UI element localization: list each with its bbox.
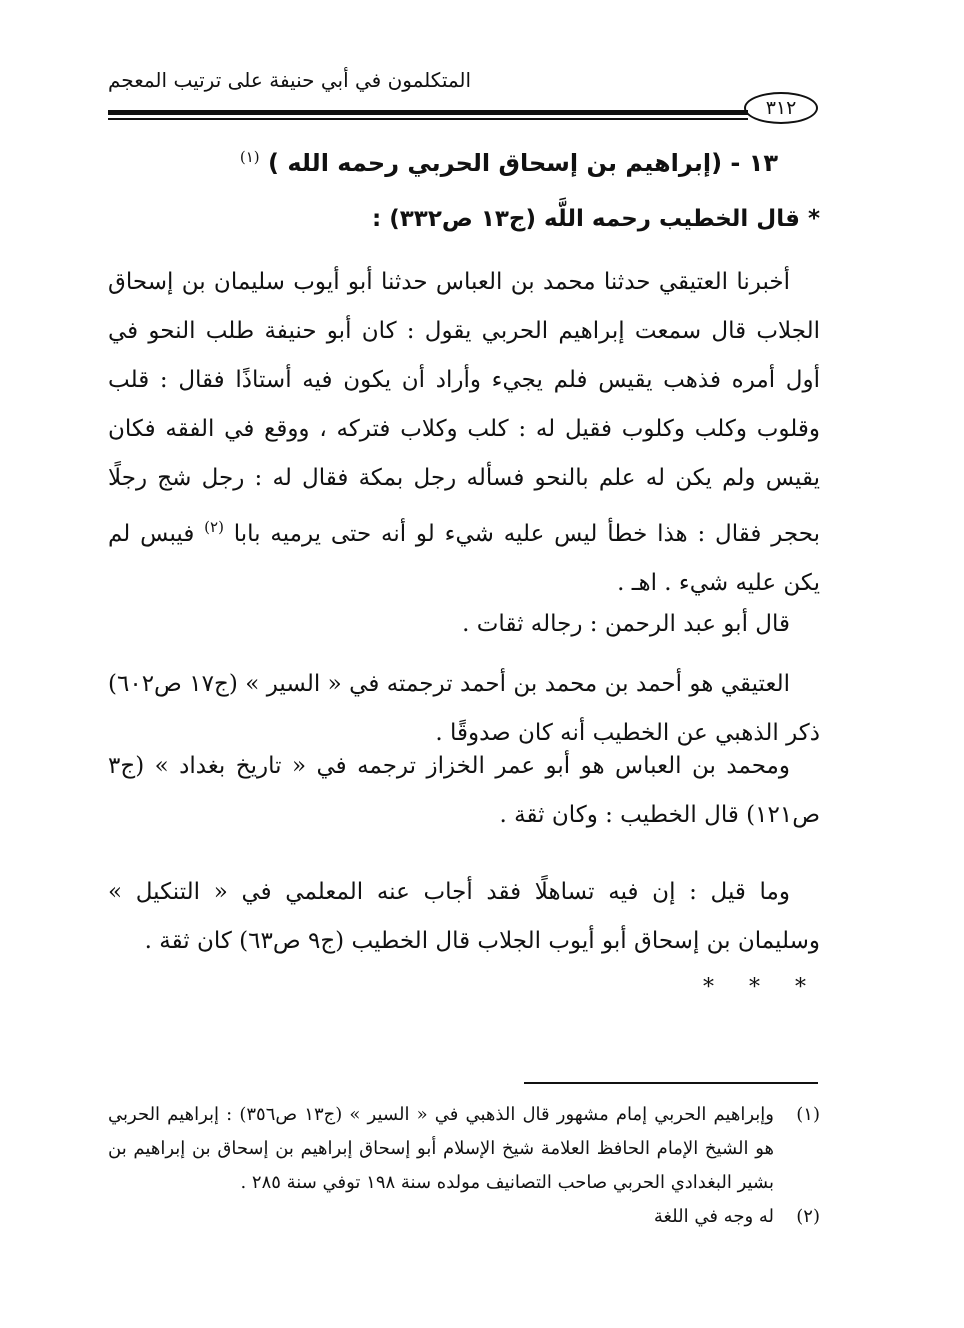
footnote-1-number: (١): [796, 1104, 820, 1125]
header-rule-thick: [108, 110, 748, 115]
footnote-1: [108, 1098, 820, 1200]
footnote-rule: [524, 1082, 818, 1084]
entry-heading-text: ١٣ - (إبراهيم بن إسحاق الحربي رحمه الله ): [268, 149, 778, 177]
footnote-2: [108, 1200, 820, 1234]
page-number: ٣١٢: [744, 92, 818, 124]
paragraph-5: وما قيل : إن فيه تساهلًا فقد أجاب عنه المعلمي في « التنكيل » وسليمان بن إسحاق أبو أيوب الجلاب قال الخطيب (ج٩ ص٦٣) كان ثقة .: [108, 879, 820, 954]
paragraph-2: قال أبو عبد الرحمن : رجاله ثقات .: [462, 611, 790, 637]
sub-heading: * قال الخطيب رحمه اللَّه (ج١٣ ص٣٣٢) :: [372, 206, 820, 232]
paragraph-4: ومحمد بن العباس هو أبو عمر الخزاز ترجمه في « تاريخ بغداد » (ج٣ ص١٢١) قال الخطيب : وكان ثقة .: [108, 753, 820, 828]
footnote-ref-1: (١): [239, 148, 260, 166]
paragraph-1: [108, 258, 820, 608]
footnote-ref-2: (٢): [204, 518, 224, 536]
paragraph-1-tail: فيبس لم يكن عليه شيء . اهـ .: [108, 521, 820, 596]
paragraph-3: العتيقي هو أحمد بن محمد بن أحمد ترجمته في « السير » (ج١٧ ص٦٠٢) ذكر الذهبي عن الخطيب أنه كان صدوقًا .: [108, 671, 820, 746]
header-rule-thin: [108, 118, 748, 120]
footnotes: [108, 1098, 820, 1234]
running-header: [108, 62, 820, 102]
section-separator: * * *: [703, 975, 820, 1000]
entry-heading: [108, 148, 820, 177]
running-title: المتكلمون في أبي حنيفة على ترتيب المعجم: [108, 68, 472, 92]
footnote-2-number: (٢): [796, 1206, 820, 1227]
paragraph-1-text: أخبرنا العتيقي حدثنا محمد بن العباس حدثنا أبو أيوب سليمان بن إسحاق الجلاب قال سمعت إبراهيم الحربي يقول : كان أبو حنيفة طلب النحو في أول أمره فذهب يقيس فلم يجيء وأراد أن يكون فيه أستاذًا فقال : قلب وقلوب وكلب وكلوب فقيل له : كلب وكلاب فتركه ، ووقع في الفقه فكان يقيس ولم يكن له علم بالنحو فسأله رجل بمكة فقال له : رجل شج رجلًا بحجر فقال : هذا خطأ ليس عليه شيء لو أنه حتى يرميه بابا: [108, 269, 821, 547]
footnote-2-text: له وجه في اللغة: [653, 1206, 774, 1227]
footnote-1-text: وإبراهيم الحربي إمام مشهور قال الذهبي في « السير » (ج١٣ ص٣٥٦) : إبراهيم الحربي هو الشيخ الإمام الحافظ العلامة شيخ الإسلام أبو إسحاق إبراهيم بن إسحاق بن إبراهيم بن بشير البغدادي الحربي صاحب التصانيف مولده سنة ١٩٨ توفي سنة ٢٨٥ .: [108, 1104, 774, 1193]
